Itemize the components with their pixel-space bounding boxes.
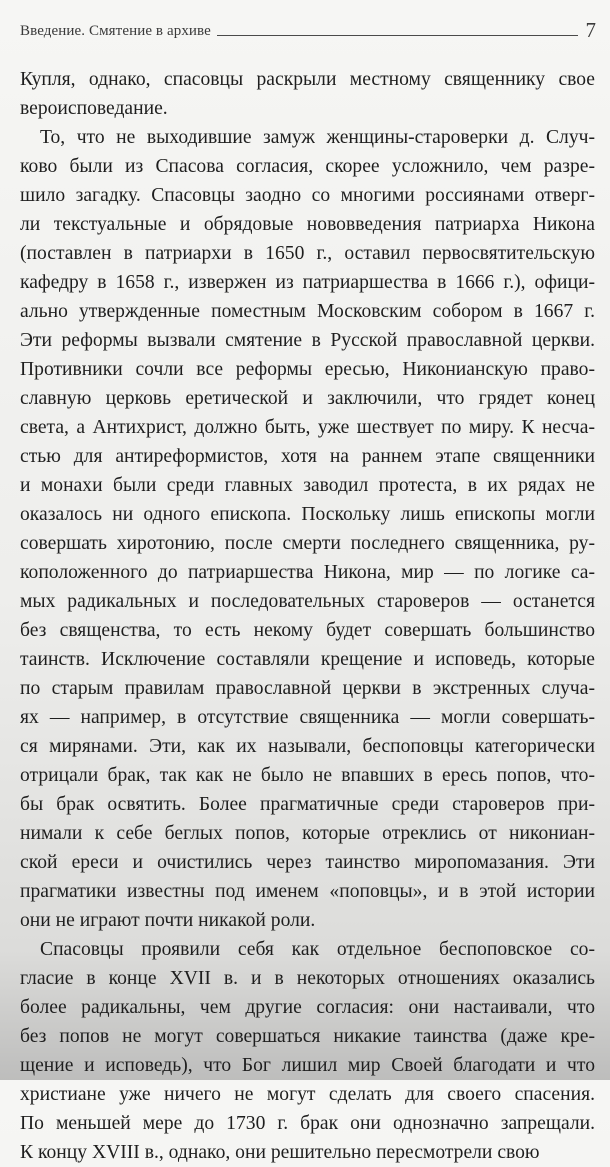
body-text [20,65,595,1167]
text-line: ся мирянами. Эти, как их называли, беспоповцы категорически [20,736,595,757]
text-line: ально утвержденные поместным Московским собором в 1667 г. [20,301,595,322]
text-line: по старым правилам православной церкви в экстренных случа- [20,678,595,699]
text-line: Эти реформы вызвали смятение в Русской православной церкви. [20,330,595,351]
text-line: коположенного до патриаршества Никона, мир — по логике са- [20,562,595,583]
text-line: По меньшей мере до 1730 г. брак они однозначно запрещали. [20,1113,595,1134]
text-line: ли текстуальные и обрядовые нововведения патриарха Никона [20,214,595,235]
text-line: бы брак освятить. Более прагматичные среди староверов при- [20,794,595,815]
text-line: совершать хиротонию, после смерти последнего священника, ру- [20,533,595,554]
text-line: ково были из Спасова согласия, скорее усложнило, чем разре- [20,156,595,177]
text-line: К концу XVIII в., однако, они решительно пересмотрели свою [20,1142,540,1163]
text-line: ской ереси и очистились через таинство миропомазания. Эти [20,852,595,873]
text-line: славную церковь еретической и заключили, что грядет конец [20,388,595,409]
paragraph [20,123,595,935]
text-line: шило загадку. Спасовцы заодно со многими россиянами отверг- [20,185,595,206]
text-line: и монахи были среди главных заводил протеста, в их рядах не [20,475,595,496]
text-line: вероисповедание. [20,98,168,119]
paragraph [20,65,595,123]
text-line: они не играют почти никакой роли. [20,910,316,931]
running-title: Введение. Смятение в архиве [20,23,211,39]
page-number: 7 [585,18,596,42]
text-line: То, что не выходившие замуж женщины-староверки д. Случ- [40,127,595,148]
text-line: гласие в конце XVII в. и в некоторых отношениях оказались [20,968,595,989]
paragraph [20,935,595,1167]
text-line: света, а Антихрист, должно быть, уже шествует по миру. К несча- [20,417,595,438]
text-line: нимали к себе беглых попов, которые отреклись от никониан- [20,823,595,844]
text-line: ях — например, в отсутствие священника — могли совершать- [20,707,595,728]
text-line: стью для антиреформистов, хотя на раннем этапе священники [20,446,595,467]
text-line: Противники сочли все реформы ересью, Никонианскую право- [20,359,595,380]
running-header [20,16,596,42]
text-line: без священства, то есть некому будет совершать большинство [20,620,595,641]
text-line: оказалось ни одного епископа. Поскольку лишь епископы могли [20,504,595,525]
text-line: христиане уже ничего не могут сделать для своего спасения. [20,1084,595,1105]
text-line: щение и исповедь), что Бог лишил мир Своей благодати и что [20,1055,595,1076]
text-line: прагматики известны под именем «поповцы», и в этой истории [20,881,595,902]
text-line: без попов не могут совершаться никакие таинства (даже кре- [20,1026,595,1047]
text-line: (поставлен в патриархи в 1650 г., оставил первосвятительскую [20,243,595,264]
header-rule [217,35,578,36]
text-line: Купля, однако, спасовцы раскрыли местному священнику свое [20,69,595,90]
text-line: таинств. Исключение составляли крещение и исповедь, которые [20,649,595,670]
text-line: мых радикальных и последовательных староверов — останется [20,591,595,612]
text-line: Спасовцы проявили себя как отдельное беспоповское со- [40,939,595,960]
text-line: отрицали брак, так как не было не впавших в ересь попов, что- [20,765,595,786]
text-line: более радикальны, чем другие согласия: они настаивали, что [20,997,595,1018]
text-line: кафедру в 1658 г., извержен из патриаршества в 1666 г.), офици- [20,272,595,293]
